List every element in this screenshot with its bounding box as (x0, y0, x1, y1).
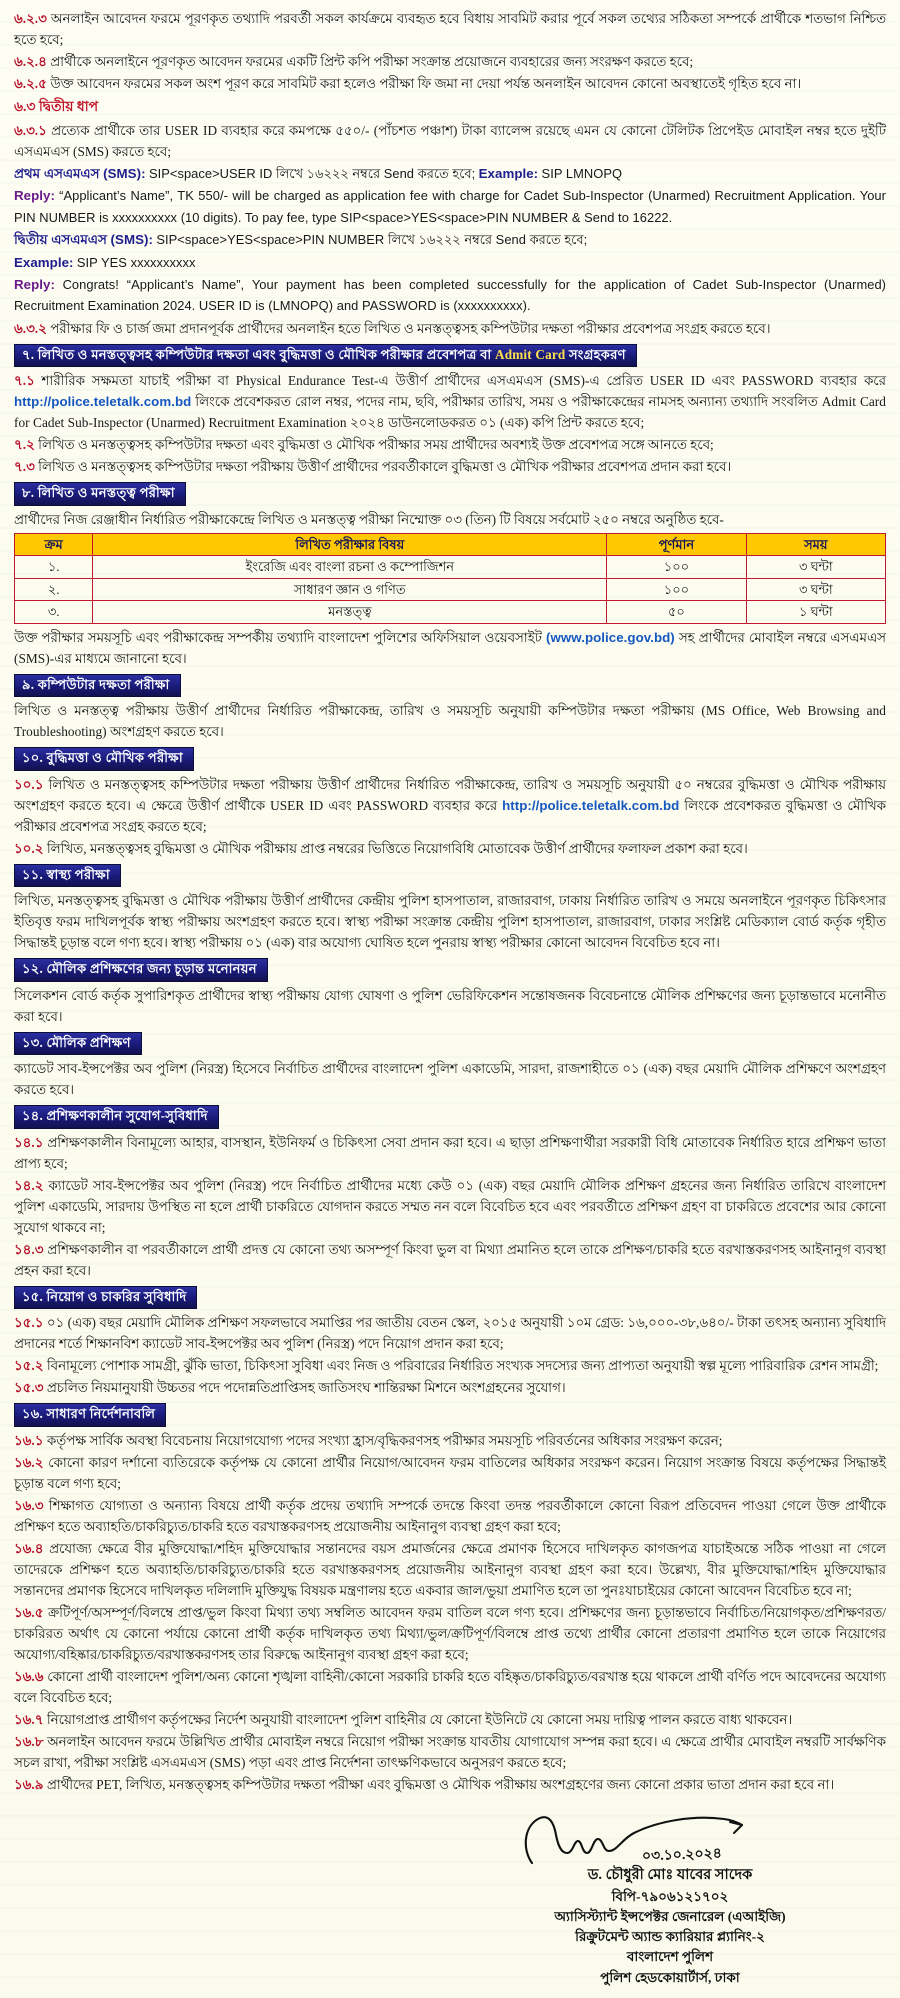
sms-second-instruction: SIP<space>YES<space>PIN NUMBER লিখে ১৬২২২ নম্বরে Send করতে হবে; (156, 232, 588, 248)
clause-number: ৬.২.৪ (14, 54, 47, 69)
table-row (15, 601, 886, 624)
clause-text: বিনামূল্যে পোশাক সামগ্রী, ঝুঁকি ভাতা, চিকিৎসা সুবিধা এবং নিজ ও পরিবারের নির্ধারিত সংখ্যক সদস্যের জন্য প্রাপ্যতা অনুযায়ী স্বল্প মূল্যে পারিবারিক রেশন সামগ্রী; (46, 1358, 879, 1374)
sms-first-example-label: Example: (478, 166, 539, 181)
section-bar-15: ১৫. নিয়োগ ও চাকরির সুবিধাদি (14, 1286, 197, 1310)
clause-text: অনলাইন আবেদন ফরমে উল্লিখিত প্রার্থীর মোবাইল নম্বরে নিয়োগ পরীক্ষা সংক্রান্ত যাবতীয় যোগাযোগ সম্পন্ন করা হবে। এ ক্ষেত্রে প্রার্থীর মোবাইল নম্বরটি সার্বক্ষণিক সচল রাখা, পরীক্ষা সংশ্লিষ্ট এসএমএস (SMS) পড়া এবং প্রাপ্ত নির্দেশনা তাৎক্ষণিকভাবে অনুসরণ করতে হবে; (14, 1733, 886, 1770)
heading-step-two: ৬.৩ দ্বিতীয় ধাপ (14, 99, 98, 114)
table-row (15, 578, 886, 601)
clause-text-b: লিংকে প্রবেশকরত বুদ্ধিমত্তা ও মৌখিক পরীক্ষার প্রবেশপত্র সংগ্রহ করতে হবে; (14, 797, 887, 834)
clause-15-1 (14, 1312, 886, 1354)
clause-number: ১৪.১ (14, 1134, 44, 1150)
cell-subject: ইংরেজি এবং বাংলা রচনা ও কম্পোজিশন (93, 556, 607, 579)
police-website-link[interactable]: (www.police.gov.bd) (546, 629, 675, 645)
signature-block (14, 1809, 886, 1988)
clause-number: ১৬.১ (14, 1432, 44, 1448)
clause-number: ১৬.৬ (14, 1668, 44, 1684)
clause-14-1 (14, 1132, 886, 1174)
clause-16-6 (14, 1666, 886, 1708)
table-header-row (15, 533, 886, 556)
clause-number: ১৬.৯ (14, 1776, 44, 1792)
clause-number: ৬.৩.১ (14, 123, 47, 138)
clause-16-1 (14, 1430, 886, 1451)
clause-number: ১০.২ (14, 840, 44, 856)
section-12-text: সিলেকশন বোর্ড কর্তৃক সুপারিশকৃত প্রার্থীদের স্বাস্থ্য পরীক্ষায় যোগ্য ঘোষণা ও পুলিশ ভেরিফিকেশন সন্তোষজনক বিবেচনান্তে মৌলিক প্রশিক্ষণের জন্য চূড়ান্তভাবে মনোনীত করা হবে। (14, 987, 886, 1024)
clause-number: ৬.২.৩ (14, 11, 47, 26)
signatory-bp-number: বিপি-৭৯০৬১২১৭০২ (611, 1888, 729, 1904)
clause-text: কোনো কারণ দর্শানো ব্যতিরেকে কর্তৃপক্ষ যে কোনো প্রার্থীর নিয়োগ/আবেদন ফরম বাতিলের অধিকার সংরক্ষণ করেন। নিয়োগ সংক্রান্ত বিষয়ে কর্তৃপক্ষের সিদ্ধান্তই চূড়ান্ত বলে গণ্য হবে; (14, 1454, 886, 1491)
cell-serial: ২. (15, 578, 93, 601)
section-bar-8: ৮. লিখিত ও মনস্তত্ত্ব পরীক্ষা (14, 482, 186, 506)
section-bar-16: ১৬. সাধারণ নির্দেশনাবলি (14, 1403, 166, 1427)
clause-number: ১৬.৮ (14, 1733, 44, 1749)
clause-text: কোনো প্রার্থী বাংলাদেশ পুলিশ/অন্য কোনো শৃঙ্খলা বাহিনী/কোনো সরকারি চাকরি হতে বহিষ্কৃত/চাকরিচ্যুত/বরখাস্ত হয়ে থাকলে প্রার্থী বর্ণিত পদে আবেদনের অযোগ্য বলে বিবেচিত হবে; (14, 1668, 887, 1705)
clause-text: কর্তৃপক্ষ সার্বিক অবস্থা বিবেচনায় নিয়োগযোগ্য পদের সংখ্যা হ্রাস/বৃদ্ধিকরণসহ পরীক্ষার সময়সূচি পরিবর্তনের অধিকার সংরক্ষণ করেন; (46, 1432, 723, 1448)
clause-number: ৭.২ (14, 437, 35, 453)
cell-subject: মনস্তত্ত্ব (93, 601, 607, 624)
clause-text: প্রশিক্ষণকালীন বিনামূল্যে আহার, বাসস্থান, ইউনিফর্ম ও চিকিৎসা সেবা প্রদান করা হবে। এ ছাড়া প্রশিক্ষণার্থীরা সরকারী বিধি মোতাবেক নির্ধারিত হারে প্রশিক্ষণ ভাতা প্রাপ্য হবে; (14, 1134, 886, 1171)
signatory-branch: রিক্রুটমেন্ট অ্যান্ড ক্যারিয়ার প্ল্যানিং-২ (575, 1929, 765, 1945)
section-bar-7 (14, 344, 637, 368)
sms-second-reply (14, 274, 886, 317)
sms-first-example: SIP LMNOPQ (541, 166, 623, 181)
teletalk-link[interactable]: http://police.teletalk.com.bd (502, 797, 680, 813)
cell-marks: ১০০ (607, 578, 746, 601)
section-bar-7-admit-card: Admit Card (494, 346, 566, 362)
clause-14-3 (14, 1239, 886, 1281)
clause-text: লিখিত ও মনস্তত্ত্বসহ কম্পিউটার দক্ষতা পরীক্ষায় উত্তীর্ণ প্রার্থীদের পরবর্তীকালে বুদ্ধিমত্তা ও মৌখিক পরীক্ষার প্রবেশপত্র প্রদান করা হবে। (38, 459, 732, 475)
clause-text: লিখিত, মনস্তত্ত্বসহ বুদ্ধিমত্তা ও মৌখিক পরীক্ষায় প্রাপ্ত নম্বরের ভিত্তিতে নিয়োগবিধি মোতাবেক উত্তীর্ণ প্রার্থীদের ফলাফল প্রকাশ করা হবে। (46, 840, 748, 856)
section-bar-13: ১৩. মৌলিক প্রশিক্ষণ (14, 1032, 142, 1056)
clause-number: ৬.৩.২ (14, 320, 47, 336)
clause-number: ১০.১ (14, 776, 44, 792)
clause-16-3 (14, 1495, 886, 1537)
clause-text: অনলাইন আবেদন ফরমে পূরণকৃত তথ্যাদি পরবর্তী সকল কার্যক্রমে ব্যবহৃত হবে বিধায় সাবমিট করার পূর্বে সকল তথ্যের সঠিকতা সম্পর্কে প্রার্থীকে শতভাগ নিশ্চিত হতে হবে; (14, 11, 886, 47)
clause-text: প্রত্যেক প্রার্থীকে তার USER ID ব্যবহার করে কমপক্ষে ৫৫০/- (পাঁচশত পঞ্চাশ) টাকা ব্যালেন্স রয়েছে এমন যে কোনো টেলিটক প্রিপেইড মোবাইল নম্বর হতে দুইটি এসএমএস (SMS) করতে হবে; (14, 123, 887, 159)
clause-number: ১৬.৩ (14, 1497, 44, 1513)
written-exam-marks-table (14, 533, 886, 624)
clause-number: ১৬.৪ (14, 1540, 44, 1556)
signatory-address: পুলিশ হেডকোয়ার্টার্স, ঢাকা (600, 1969, 740, 1985)
cell-time: ৩ ঘন্টা (746, 578, 885, 601)
clause-16-2 (14, 1452, 886, 1494)
cell-time: ১ ঘন্টা (746, 601, 885, 624)
sms-second-example-label: Example: (14, 254, 74, 270)
section-9-text: লিখিত ও মনস্তত্ত্ব পরীক্ষায় উত্তীর্ণ প্রার্থীদের নির্ধারিত পরীক্ষাকেন্দ্র, তারিখ ও সময়সূচি অনুযায়ী কম্পিউটার দক্ষতা পরীক্ষায় (MS Office, Web Browsing and Troubleshooting) অংশগ্রহণ করতে হবে। (14, 703, 886, 740)
clause-15-3 (14, 1377, 886, 1398)
sms-first-label: প্রথম এসএমএস (SMS): (14, 166, 146, 181)
section-bar-14: ১৪. প্রশিক্ষণকালীন সুযোগ-সুবিধাদি (14, 1105, 219, 1129)
clause-text: ০১ (এক) বছর মেয়াদি মৌলিক প্রশিক্ষণ সফলভাবে সমাপ্তির পর জাতীয় বেতন স্কেল, ২০১৫ অনুযায়ী ১০ম গ্রেড: ১৬,০০০-৩৮,৬৪০/- টাকা তৎসহ অন্যান্য সুবিধাদি প্রদানের শর্তে শিক্ষানবিশ ক্যাডেট সাব-ইন্সপেক্টর অব পুলিশ (নিরস্ত্র) পদে নিয়োগ প্রদান করা হবে; (14, 1315, 886, 1352)
signature-stroke-icon (518, 1809, 758, 1867)
clause-6-2-3 (14, 8, 886, 50)
clause-text: পরীক্ষার ফি ও চার্জ জমা প্রদানপূর্বক প্রার্থীদের অনলাইন হতে লিখিত ও মনস্তত্ত্বসহ কম্পিউটার দক্ষতা পরীক্ষার প্রবেশপত্র সংগ্রহ করতে হবে। (50, 320, 771, 336)
clause-text-a: লিখিত ও মনস্তত্ত্বসহ কম্পিউটার দক্ষতা পরীক্ষায় উত্তীর্ণ প্রার্থীদের নির্ধারিত পরীক্ষাকেন্দ্র, তারিখ ও সময়সূচি অনুযায়ী ৫০ নম্বরের বুদ্ধিমত্তা ও মৌখিক পরীক্ষায় অংশগ্রহণ করতে হবে। এ ক্ষেত্রে উত্তীর্ণ প্রার্থীকে USER ID এবং PASSWORD ব্যবহার করে (14, 776, 886, 813)
sms-second-example: SIP YES xxxxxxxxxx (76, 254, 196, 270)
clause-number: ১৫.২ (14, 1358, 44, 1374)
clause-14-2 (14, 1175, 886, 1238)
clause-6-3-1 (14, 120, 886, 162)
sms-second-line (14, 229, 886, 250)
clause-number: ১৫.৩ (14, 1380, 44, 1396)
note-text-a: উক্ত পরীক্ষার সময়সূচি এবং পরীক্ষাকেন্দ্র সম্পর্কীয় তথ্যাদি বাংলাদেশ পুলিশের অফিসিয়াল ওয়েবসাইট (14, 629, 547, 645)
cell-subject: সাধারণ জ্ঞান ও গণিত (93, 578, 607, 601)
clause-number: ১৬.৭ (14, 1711, 44, 1727)
clause-number: ১৪.৩ (14, 1241, 44, 1257)
clause-16-7 (14, 1709, 886, 1730)
reply-label: Reply: (14, 188, 55, 204)
cell-marks: ৫০ (607, 601, 746, 624)
clause-16-9 (14, 1774, 886, 1795)
clause-text: শিক্ষাগত যোগ্যতা ও অন্যান্য বিষয়ে প্রার্থী কর্তৃক প্রদেয় তথ্যাদি সম্পর্কে তদন্তে কিংবা তদন্ত পরবর্তীকালে কোনো বিরূপ প্রতিবেদন পাওয়া গেলে উক্ত প্রার্থীকে প্রশিক্ষণ হতে অব্যাহতি/চাকরিচ্যুত/চাকরি হতে বরখাস্তকরণসহ প্রয়োজনীয় আইনানুগ ব্যবস্থা গ্রহণ করা হবে; (14, 1497, 886, 1534)
reply-text: Congrats! “Applicant’s Name”, Your payment has been completed successfully for the application of Cadet Sub-Inspector (Unarmed) Recruitment Examination 2024. USER ID is (LMNOPQ) and PASSWORD is (xxxxxxxxxx). (14, 276, 887, 314)
clause-6-2-4 (14, 51, 886, 72)
section-bar-11: ১১. স্বাস্থ্য পরীক্ষা (14, 864, 121, 888)
clause-16-8 (14, 1731, 886, 1773)
clause-number: ১৪.২ (14, 1177, 44, 1193)
clause-text-a: শারীরিক সক্ষমতা যাচাই পরীক্ষা বা Physical Endurance Test-এ উত্তীর্ণ প্রার্থীদের এসএমএস (SMS)-এ প্রেরিত USER ID এবং PASSWORD ব্যবহার করে (41, 373, 887, 389)
clause-7-3 (14, 456, 886, 477)
clause-text: লিখিত ও মনস্তত্ত্বসহ কম্পিউটার দক্ষতা এবং বুদ্ধিমত্তা ও মৌখিক পরীক্ষার সময় প্রার্থীদের অবশ্যই উক্ত প্রবেশপত্র সঙ্গে আনতে হবে; (38, 437, 714, 453)
section-8-note (14, 627, 886, 669)
clause-text: ক্যাডেট সাব-ইন্সপেক্টর অব পুলিশ (নিরস্ত্র) পদে নির্বাচিত প্রার্থীদের মধ্যে কেউ ০১ (এক) বছর মেয়াদি মৌলিক প্রশিক্ষণ গ্রহনের জন্য নির্ধারিত তারিখে বাংলাদেশ পুলিশ একাডেমি, সারদায় উপস্থিত না হলে প্রার্থী চাকরিতে যোগদান করতে সম্মত নন বলে বিবেচিত হবে এবং পরবর্তীতে প্রশিক্ষণ গ্রহণ বা চাকরিতে প্রবেশের আর কোনো সুযোগ থাকবে না; (14, 1177, 886, 1235)
cell-serial: ১. (15, 556, 93, 579)
clause-6-3-2 (14, 318, 886, 339)
sms-first-reply (14, 185, 886, 228)
sms-second-label: দ্বিতীয় এসএমএস (SMS): (14, 232, 153, 248)
cell-time: ৩ ঘন্টা (746, 556, 885, 579)
cell-serial: ৩. (15, 601, 93, 624)
clause-text: নিয়োগপ্রাপ্ত প্রার্থীগণ কর্তৃপক্ষের নির্দেশ অনুযায়ী বাংলাদেশ পুলিশ বাহিনীর যে কোনো ইউনিটে যে কোনো সময় দায়িত্ব পালন করতে বাধ্য থাকবেন। (46, 1711, 793, 1727)
clause-16-5 (14, 1602, 886, 1665)
reply-label: Reply: (14, 276, 55, 292)
clause-text: প্রশিক্ষণকালীন বা পরবর্তীকালে প্রার্থী প্রদত্ত যে কোনো তথ্য অসম্পূর্ণ কিংবা ভুল বা মিথ্যা প্রমানিত হলে তাকে প্রশিক্ষণ/চাকরি হতে বরখাস্তকরণসহ আইনানুগ ব্যবস্থা প্রহন করা হবে। (14, 1241, 887, 1278)
reply-text: “Applicant’s Name”, TK 550/- will be charged as application fee with charge for Cadet Sub-Inspector (Unarmed) Recruitment Application. Your PIN NUMBER is xxxxxxxxxx (10 digits). To pay fee, type SIP<space>YES<space>PIN NUMBER & Send to 16222. (14, 188, 886, 225)
clause-text-b: লিংকে প্রবেশকরত রোল নম্বর, পদের নাম, ছবি, পরীক্ষার তারিখ, সময় ও পরীক্ষাকেন্দ্রের নামসহ অন্যান্য তথ্যাদি সংবলিত Admit Card for Cadet Sub-Inspector (Unarmed) Recruitment Examination ২০২৪ ডাউনলোডকরত ০১ (এক) কপি প্রিন্ট করতে হবে; (14, 394, 886, 431)
table-row (15, 556, 886, 579)
clause-text: ক্রটিপূর্ণ/অসম্পূর্ণ/বিলম্বে প্রাপ্ত/ভুল কিংবা মিথ্যা তথ্য সম্বলিত আবেদন ফরম বাতিল বলে গণ্য হবে। প্রশিক্ষণের জন্য চূড়ান্তভাবে নির্বাচিত/নিয়োগকৃত/প্রশিক্ষণরত/চাকরিরত অর্থাৎ যে কোনো পর্যায়ে কোনো প্রার্থী কর্তৃক দাখিলকৃত তথ্য মিথ্যা/ভুল/ক্রটিপূর্ণ/বিলম্বে প্রাপ্ত তথ্যে প্রার্থীর কোনো প্রতারণা প্রমাণিত হলে তাকে নিয়োগের অযোগ্য/বহিষ্কার/চাকরিচ্যুত/বরখাস্তকরণসহ তার বিরুদ্ধে আইনানুগ ব্যবস্থা গ্রহণ করা হবে; (14, 1604, 887, 1662)
clause-number: ৬.২.৫ (14, 76, 47, 91)
clause-number: ৭.১ (14, 373, 35, 389)
section-8-intro: প্রার্থীদের নিজ রেঞ্জাধীন নির্ধারিত পরীক্ষাকেন্দ্রে লিখিত ও মনস্তত্ত্ব পরীক্ষা নিম্মোক্ত ০৩ (তিন) টি বিষয়ে সর্বমোট ২৫০ নম্বরে অনুষ্ঠিত হবে- (14, 511, 724, 527)
signatory-organization: বাংলাদেশ পুলিশ (626, 1949, 714, 1965)
handwritten-signature (460, 1809, 880, 1867)
signatory-name: ড. চৌধুরী মোঃ যাবের সাদেক (587, 1866, 753, 1883)
section-bar-7-pre: ৭. লিখিত ও মনস্তত্ত্বসহ কম্পিউটার দক্ষতা এবং বুদ্ধিমত্তা ও মৌখিক পরীক্ষার প্রবেশপত্র বা (22, 346, 495, 362)
col-time: সময় (746, 533, 885, 556)
section-bar-9: ৯. কম্পিউটার দক্ষতা পরীক্ষা (14, 674, 181, 698)
clause-number: ৭.৩ (14, 459, 35, 475)
signatory-designation: অ্যাসিস্ট্যান্ট ইন্সপেক্টর জেনারেল (এআইজি) (554, 1908, 786, 1924)
clause-number: ১৫.১ (14, 1315, 44, 1331)
sms-second-example-line (14, 252, 886, 273)
section-13-text: ক্যাডেট সাব-ইন্সপেক্টর অব পুলিশ (নিরস্ত্র) হিসেবে নির্বাচিত প্রার্থীদের বাংলাদেশ পুলিশ একাডেমি, সারদা, রাজশাহীতে ০১ (এক) বছর মেয়াদি মৌলিক প্রশিক্ষণে অংশগ্রহণ করতে হবে। (14, 1061, 886, 1098)
clause-16-4 (14, 1538, 886, 1601)
clause-15-2 (14, 1355, 886, 1376)
clause-10-2 (14, 838, 886, 859)
section-bar-7-post: সংগ্রহকরণ (565, 346, 626, 362)
sms-first-instruction: SIP<space>USER ID লিখে ১৬২২২ নম্বরে Send করতে হবে; (148, 166, 476, 181)
sms-first-line (14, 163, 886, 184)
col-subject: লিখিত পরীক্ষার বিষয় (93, 533, 607, 556)
col-marks: পূর্ণমান (607, 533, 746, 556)
signature-box (460, 1809, 886, 1988)
signature-date: ০৩.১০.২০২৪ (641, 1846, 723, 1865)
clause-text: উক্ত আবেদন ফরমের সকল অংশ পূরণ করে সাবমিট করা হলেও পরীক্ষা ফি জমা না দেয়া পর্যন্ত অনলাইন আবেদন কোনো অবস্থাতেই গৃহিত হবে না। (50, 76, 802, 91)
note-text-b: সহ প্রার্থীদের মোবাইল নম্বরে এসএমএস (SMS)-এর মাধ্যমে জানানো হবে। (14, 629, 886, 666)
clause-7-2 (14, 434, 886, 455)
clause-text: প্রার্থীদের PET, লিখিত, মনস্তত্ত্বসহ কম্পিউটার দক্ষতা পরীক্ষা এবং বুদ্ধিমত্তা ও মৌখিক পরীক্ষায় অংশগ্রহণের জন্য কোনো প্রকার ভাতা প্রদান করা হবে না। (46, 1776, 835, 1792)
col-serial: ক্রম (15, 533, 93, 556)
clause-text: প্রচলিত নিয়মানুযায়ী উচ্চতর পদে পদোন্নতিপ্রাপ্তিসহ জাতিসংঘ শান্তিরক্ষা মিশনে অংশগ্রহনের সুযোগ। (46, 1380, 566, 1396)
section-11-text: লিখিত, মনস্তত্ত্বসহ বুদ্ধিমত্তা ও মৌখিক পরীক্ষায় উত্তীর্ণ প্রার্থীদের কেন্দ্রীয় পুলিশ হাসপাতাল, রাজারবাগ, ঢাকায় নির্ধারিত তারিখ ও সময়ে অনলাইনে পূরণকৃত চিকিৎসার ইতিবৃত্ত ফরম দাখিলপূর্বক স্বাস্থ্য পরীক্ষায় অংশগ্রহণ করতে হবে। স্বাস্থ্য পরীক্ষা সংক্রান্ত কেন্দ্রীয় পুলিশ হাসপাতাল, রাজারবাগ, ঢাকার সংশ্লিষ্ট মেডিক্যাল বোর্ড কর্তৃক গৃহীত সিদ্ধান্তই চূড়ান্ত বলে গণ্য হবে। স্বাস্থ্য পরীক্ষায় ০১ (এক) বার অযোগ্য ঘোষিত হলে পুনরায় স্বাস্থ্য পরীক্ষার কোনো আবেদন বিবেচিত হবে না। (14, 893, 886, 951)
clause-10-1 (14, 774, 886, 837)
teletalk-link[interactable]: http://police.teletalk.com.bd (14, 394, 192, 410)
clause-text: প্রযোজ্য ক্ষেত্রে বীর মুক্তিযোদ্ধা/শহিদ মুক্তিযোদ্ধার সন্তানদের বয়স প্রমার্জনের ক্ষেত্রে প্রমাণক হিসেবে দাখিলকৃত কাগজপত্র যাচাইঅন্তে সঠিক পাওয়া না গেলে তাদেরকে প্রশিক্ষণ হতে অব্যাহতি/চাকরিচ্যুত/চাকরি হতে বরখাস্তকরণসহ প্রয়োজনীয় আইনানুগ ব্যবস্থা গ্রহণ করা হবে। উল্লেখ্য, বীর মুক্তিযোদ্ধা/শহিদ মুক্তিযোদ্ধার সন্তানদের প্রমাণক হিসেবে দাখিলকৃত দলিলাদি মুক্তিযুদ্ধ বিষয়ক মন্ত্রণালয় হতে একবার জাল/ভুয়া প্রমাণিত হলে তা পুনঃযাচাইয়ের কোনো আবেদন বিবেচিত হবে না; (14, 1540, 886, 1598)
section-bar-12: ১২. মৌলিক প্রশিক্ষণের জন্য চূড়ান্ত মনোনয়ন (14, 958, 268, 982)
clause-number: ১৬.২ (14, 1454, 44, 1470)
clause-7-1 (14, 370, 886, 433)
clause-text: প্রার্থীকে অনলাইনে পূরণকৃত আবেদন ফরমের একটি প্রিন্ট কপি পরীক্ষা সংক্রান্ত প্রয়োজনে ব্যবহারের জন্য সংরক্ষণ করতে হবে; (50, 54, 694, 69)
clause-6-2-5 (14, 73, 886, 94)
cell-marks: ১০০ (607, 556, 746, 579)
clause-number: ১৬.৫ (14, 1604, 44, 1620)
section-bar-10: ১০. বুদ্ধিমত্তা ও মৌখিক পরীক্ষা (14, 747, 194, 771)
